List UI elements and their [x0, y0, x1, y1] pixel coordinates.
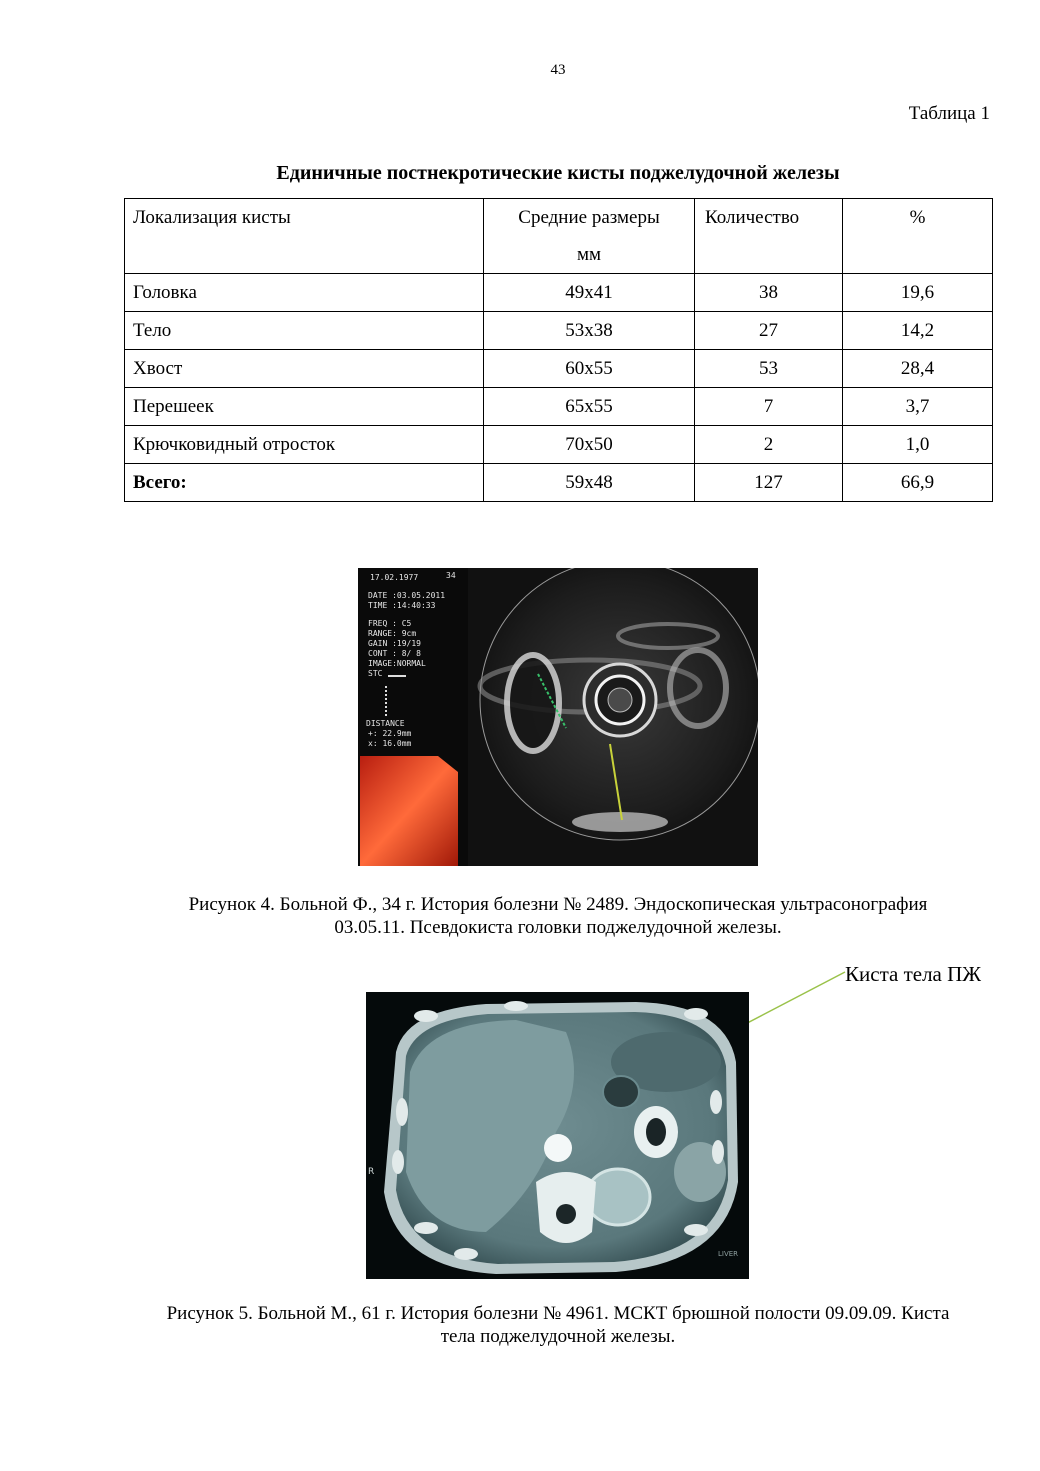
us-image: IMAGE:NORMAL	[368, 659, 426, 668]
us-range: RANGE: 9cm	[368, 629, 417, 638]
cyst-annotation: Киста тела ПЖ	[845, 962, 982, 986]
figure-5-caption-line2: тела поджелудочной железы.	[440, 1326, 676, 1347]
us-birth-date: 17.02.1977	[370, 573, 419, 582]
cell-percent: 28,4	[843, 350, 993, 388]
figure-4-caption-line2: 03.05.11. Псевдокиста головки поджелудочной железы.	[334, 917, 782, 938]
table-row	[125, 388, 993, 426]
figure-5-caption-line1: Рисунок 5. Больной М., 61 г. История болезни № 4961. МСКТ брюшной полости 09.09.09. Киста	[166, 1303, 950, 1324]
cell-location: Перешеек	[125, 388, 484, 426]
us-freq: FREQ : C5	[368, 619, 412, 628]
table-total-row	[125, 464, 993, 502]
total-count: 127	[695, 464, 843, 502]
header-size-line2: мм	[576, 244, 602, 265]
us-date: DATE :03.05.2011	[368, 591, 446, 600]
cell-count: 7	[695, 388, 843, 426]
cell-location: Крючковидный отросток	[125, 426, 484, 464]
ct-side-marker: R	[368, 1167, 375, 1177]
cell-count: 27	[695, 312, 843, 350]
cell-location: Хвост	[125, 350, 484, 388]
us-distance: DISTANCE	[366, 719, 405, 728]
cell-size: 65x55	[484, 388, 695, 426]
cell-percent: 14,2	[843, 312, 993, 350]
ct-scan-image	[366, 992, 749, 1279]
cell-percent: 1,0	[843, 426, 993, 464]
cyst-table	[124, 198, 993, 502]
us-distance-x: x: 16.0mm	[368, 739, 412, 748]
us-gain: GAIN :19/19	[368, 639, 421, 648]
total-size: 59x48	[484, 464, 695, 502]
us-age: 34	[446, 571, 456, 580]
table-row	[125, 426, 993, 464]
figure-4-caption-line1: Рисунок 4. Больной Ф., 34 г. История болезни № 2489. Эндоскопическая ультрасонография	[188, 894, 928, 915]
cell-size: 70x50	[484, 426, 695, 464]
table-row	[125, 274, 993, 312]
table-label: Таблица 1	[908, 103, 990, 124]
header-percent: %	[843, 199, 993, 274]
cell-count: 38	[695, 274, 843, 312]
us-time: TIME :14:40:33	[368, 601, 436, 610]
cell-size: 53x38	[484, 312, 695, 350]
page-number: 43	[550, 62, 566, 78]
header-size	[484, 199, 695, 274]
header-count: Количество	[695, 199, 843, 274]
cell-size: 60x55	[484, 350, 695, 388]
table-row	[125, 312, 993, 350]
cell-location: Тело	[125, 312, 484, 350]
cell-percent: 3,7	[843, 388, 993, 426]
endoscopic-ultrasound-image	[358, 568, 758, 866]
table-title: Единичные постнекротические кисты поджелудочной железы	[276, 162, 840, 184]
ct-liver-label: LIVER	[718, 1250, 739, 1258]
figure-5-caption	[110, 1302, 1006, 1348]
cell-size: 49x41	[484, 274, 695, 312]
us-distance-plus: +: 22.9mm	[368, 729, 412, 738]
us-stc: STC	[368, 669, 383, 678]
cell-count: 2	[695, 426, 843, 464]
header-size-line1: Средние размеры	[518, 207, 660, 228]
header-location: Локализация кисты	[125, 199, 484, 274]
cell-location: Головка	[125, 274, 484, 312]
total-percent: 66,9	[843, 464, 993, 502]
table-row	[125, 350, 993, 388]
us-cont: CONT : 8/ 8	[368, 649, 421, 658]
table-header-row	[125, 199, 993, 274]
total-label: Всего:	[125, 464, 484, 502]
cell-percent: 19,6	[843, 274, 993, 312]
cell-count: 53	[695, 350, 843, 388]
figure-4-caption	[120, 893, 996, 939]
